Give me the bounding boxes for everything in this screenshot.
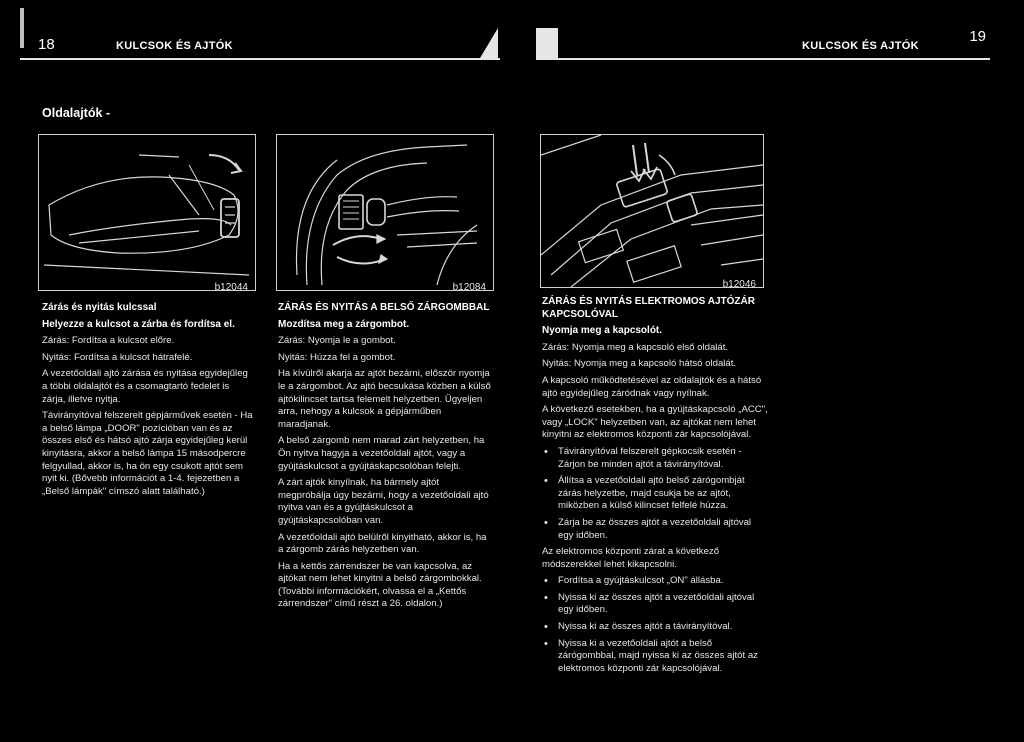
list-item: • Nyissa ki az összes ajtót a távirányítóval. xyxy=(542,621,768,634)
section-title: Oldalajtók - xyxy=(42,106,111,120)
page-header-right xyxy=(536,28,990,60)
paragraph: A vezetőoldali ajtó belülről kinyitható, akkor is, ha a zárgomb zárás helyzetben van. xyxy=(278,531,487,556)
header-title: KULCSOK ÉS AJTÓK xyxy=(116,40,233,52)
page-number: 19 xyxy=(969,28,986,45)
figure-key-lock xyxy=(38,134,256,291)
list-item: • Fordítsa a gyújtáskulcsot „ON" állásba. xyxy=(542,575,768,588)
page-number: 18 xyxy=(38,36,55,53)
paragraph: Nyitás: Fordítsa a kulcsot hátrafelé. xyxy=(42,351,193,363)
header-corner-mark xyxy=(536,28,558,60)
paragraph: A kapcsoló működtetésével az oldalajtók és a hátsó ajtó egyidejűleg záródnak vagy nyílnak. xyxy=(542,374,762,399)
text-column-key xyxy=(42,302,254,502)
subsection-heading: Zárás és nyitás kulcssal xyxy=(42,302,157,313)
figure-code: b12044 xyxy=(212,282,251,291)
page-header-left xyxy=(20,28,500,60)
paragraph: A következő esetekben, ha a gyújtáskapcsoló „ACC", vagy „LOCK" helyzetben van, az ajtókat nem lehet kinyitni az elektromos központi zár kapcsolójával. xyxy=(542,404,768,441)
header-corner-mark xyxy=(480,28,498,58)
paragraph: A zárt ajtók kinyílnak, ha bármely ajtót megpróbálja úgy bezárni, hogy a vezetőoldali ajtó nyitva van és a gyújtáskulcsot a gyújtáskapcsolóban van. xyxy=(278,477,489,526)
paragraph: Zárás: Fordítsa a kulcsot előre. xyxy=(42,335,175,347)
key-lock-illustration xyxy=(39,135,255,290)
paragraph: Nyitás: Nyomja meg a kapcsoló hátsó oldalát. xyxy=(542,358,737,370)
method-list xyxy=(542,575,768,675)
text-column-power-lock xyxy=(542,296,768,679)
list-item: • Zárja be az összes ajtót a vezetőoldali ajtóval egy időben. xyxy=(542,517,768,542)
figure-code: b12084 xyxy=(450,282,489,291)
paragraph: Zárás: Nyomja le a gombot. xyxy=(278,335,396,347)
paragraph: A belső zárgomb nem marad zárt helyzetben, ha Ön nyitva hagyja a vezetőoldali ajtót, vagy a gyújtáskulcsot a gyújtáskapcsolóban felejti. xyxy=(278,435,485,472)
paragraph: Az elektromos központi zárat a következő módszerekkel lehet kikapcsolni. xyxy=(542,546,720,570)
list-item: • Nyissa ki az összes ajtót a vezetőoldali ajtóval egy időben. xyxy=(542,592,768,617)
paragraph: Zárás: Nyomja meg a kapcsoló első oldalát. xyxy=(542,341,729,353)
condition-list xyxy=(542,446,768,542)
instruction: Nyomja meg a kapcsolót. xyxy=(542,325,663,337)
list-item: • Állítsa a vezetőoldali ajtó belső zárógombját zárás helyzetbe, majd csukja be az ajtót, miközben a külső kilincset felfelé húzza. xyxy=(542,475,768,513)
header-title: KULCSOK ÉS AJTÓK xyxy=(802,40,919,52)
figure-inner-lock-knob xyxy=(276,134,494,291)
text-column-inner-knob xyxy=(278,302,494,615)
inner-lock-illustration xyxy=(277,135,493,290)
paragraph: Ha a kettős zárrendszer be van kapcsolva, az ajtókat nem lehet kinyitni a belső zárgombokkal. (További információkért, olvassa el a „Kettős zárrendszer" című részt a 26. oldalon.) xyxy=(278,560,482,610)
figure-code: b12046 xyxy=(720,279,759,288)
left-page xyxy=(0,0,510,742)
paragraph: Ha kívülről akarja az ajtót bezárni, először nyomja le a zárgombot. Az ajtó becsukása közben a külső ajtókilincset tartsa felemelt helyzetben. Ügyeljen arra, nehogy a kulcsok a gépjárműben maradjanak. xyxy=(278,368,491,430)
paragraph: Távirányítóval felszerelt gépjárművek esetén - Ha a belső lámpa „DOOR" pozícióban van és az összes első és hátsó ajtó zárja egyidejűleg kerül kinyitásra, akkor a belső lámpa 15 másodpercre felgyullad, akkor is, ha ön egy csukott ajtót sem nyit ki. (Bővebb információt a 1-4. fejezetben a „Belső lámpák" címszó alatt található.) xyxy=(42,410,253,497)
power-switch-illustration xyxy=(541,135,763,287)
paragraph: A vezetőoldali ajtó zárása és nyitása egyidejűleg a többi oldalajtót és a csomagtartó fedelet is zárja, illetve nyitja. xyxy=(42,368,248,405)
instruction: Mozdítsa meg a zárgombot. xyxy=(278,318,410,330)
instruction: Helyezze a kulcsot a zárba és fordítsa el. xyxy=(42,318,235,330)
figure-power-lock-switch xyxy=(540,134,764,288)
list-item: • Távirányítóval felszerelt gépkocsik esetén - Zárjon be minden ajtót a távirányítóval. xyxy=(542,446,768,471)
subsection-heading: ZÁRÁS ÉS NYITÁS A BELSŐ ZÁRGOMBBAL xyxy=(278,302,490,313)
page-edge-mark xyxy=(20,8,24,48)
right-page xyxy=(512,0,1024,742)
subsection-heading: ZÁRÁS ÉS NYITÁS ELEKTROMOS AJTÓZÁR KAPCSOLÓVAL xyxy=(542,296,755,320)
paragraph: Nyitás: Húzza fel a gombot. xyxy=(278,351,396,363)
list-item: • Nyissa ki a vezetőoldali ajtót a belső zárógombbal, majd nyissa ki az összes ajtót az elektromos központi zár kapcsolójával. xyxy=(542,638,768,676)
